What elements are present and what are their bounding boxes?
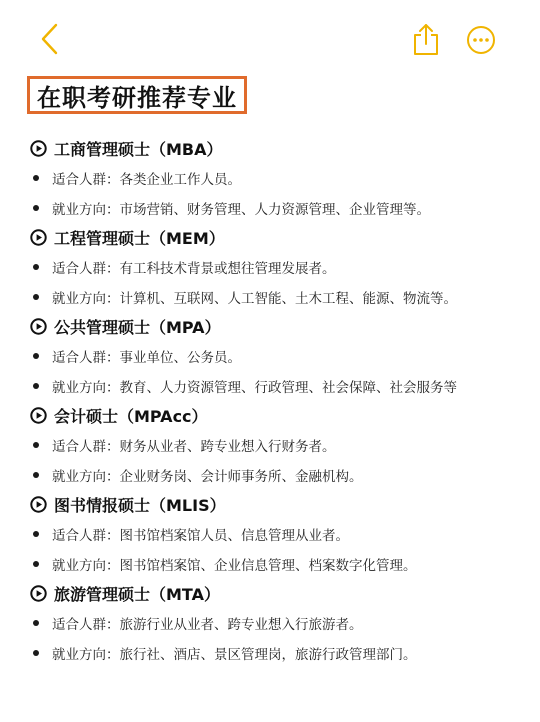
- bullet-dot-icon: [33, 383, 39, 389]
- share-icon: [411, 22, 441, 56]
- audience-item-text: 适合人群：事业单位、公务员。: [52, 350, 241, 366]
- major-heading: [30, 134, 530, 163]
- career-item: [30, 460, 530, 490]
- career-item: [30, 638, 530, 668]
- bullet-dot-icon: [33, 264, 39, 270]
- audience-item: [30, 519, 530, 549]
- major-heading-text: 工商管理硕士（MBA）: [54, 140, 223, 159]
- career-item-text: 就业方向：图书馆档案馆、企业信息管理、档案数字化管理。: [52, 558, 417, 574]
- career-item-text: 就业方向：市场营销、财务管理、人力资源管理、企业管理等。: [52, 202, 430, 218]
- major-section: [30, 134, 530, 223]
- audience-item-text: 适合人群：图书馆档案馆人员、信息管理从业者。: [52, 528, 349, 544]
- major-heading-text: 公共管理硕士（MPA）: [54, 318, 221, 337]
- top-navigation-bar: [0, 0, 540, 76]
- major-heading: [30, 223, 530, 252]
- major-heading: [30, 490, 530, 519]
- play-circle-icon: [30, 140, 47, 157]
- bullet-dot-icon: [33, 620, 39, 626]
- page-title: 在职考研推荐专业: [37, 83, 237, 112]
- major-heading-text: 会计硕士（MPAcc）: [54, 407, 208, 426]
- play-circle-icon: [30, 318, 47, 335]
- major-heading-text: 工程管理硕士（MEM）: [54, 229, 225, 248]
- major-section: [30, 312, 530, 401]
- career-item-text: 就业方向：旅行社、酒店、景区管理岗，旅游行政管理部门。: [52, 647, 417, 663]
- career-item-text: 就业方向：教育、人力资源管理、行政管理、社会保障、社会服务等: [52, 380, 457, 396]
- major-heading: [30, 579, 530, 608]
- bullet-dot-icon: [33, 650, 39, 656]
- play-circle-icon: [30, 585, 47, 602]
- bullet-dot-icon: [33, 472, 39, 478]
- audience-item-text: 适合人群：各类企业工作人员。: [52, 172, 241, 188]
- chevron-left-icon: [36, 22, 66, 56]
- major-heading-text: 图书情报硕士（MLIS）: [54, 496, 226, 515]
- audience-item: [30, 163, 530, 193]
- career-item-text: 就业方向：企业财务岗、会计师事务所、金融机构。: [52, 469, 363, 485]
- career-item: [30, 371, 530, 401]
- audience-item: [30, 341, 530, 371]
- career-item: [30, 193, 530, 223]
- audience-item: [30, 252, 530, 282]
- career-item-text: 就业方向：计算机、互联网、人工智能、土木工程、能源、物流等。: [52, 291, 457, 307]
- bullet-dot-icon: [33, 294, 39, 300]
- career-item: [30, 282, 530, 312]
- major-heading-text: 旅游管理硕士（MTA）: [54, 585, 220, 604]
- share-button[interactable]: [411, 22, 441, 56]
- bullet-dot-icon: [33, 205, 39, 211]
- career-item: [30, 549, 530, 579]
- bullet-dot-icon: [33, 531, 39, 537]
- major-section: [30, 490, 530, 579]
- audience-item-text: 适合人群：旅游行业从业者、跨专业想入行旅游者。: [52, 617, 363, 633]
- more-options-icon: [465, 24, 497, 56]
- major-heading: [30, 312, 530, 341]
- back-button[interactable]: [36, 22, 66, 56]
- bullet-dot-icon: [33, 442, 39, 448]
- major-heading: [30, 401, 530, 430]
- page-title-box: [27, 76, 247, 114]
- bullet-dot-icon: [33, 353, 39, 359]
- more-options-button[interactable]: [465, 24, 497, 56]
- major-section: [30, 223, 530, 312]
- bullet-dot-icon: [33, 561, 39, 567]
- audience-item-text: 适合人群：有工科技术背景或想往管理发展者。: [52, 261, 336, 277]
- major-list: [30, 134, 530, 668]
- play-circle-icon: [30, 229, 47, 246]
- major-section: [30, 579, 530, 668]
- audience-item: [30, 608, 530, 638]
- play-circle-icon: [30, 407, 47, 424]
- audience-item-text: 适合人群：财务从业者、跨专业想入行财务者。: [52, 439, 336, 455]
- bullet-dot-icon: [33, 175, 39, 181]
- audience-item: [30, 430, 530, 460]
- play-circle-icon: [30, 496, 47, 513]
- major-section: [30, 401, 530, 490]
